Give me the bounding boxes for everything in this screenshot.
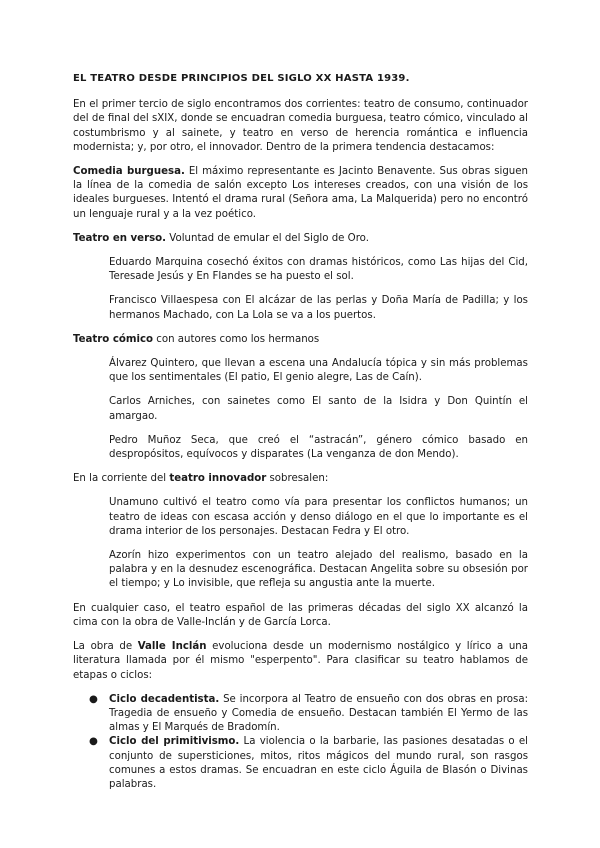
ciclo-text: La violencia o la barbarie, las pasiones desatadas o el conjunto de supersticiones, mitos, ritos mágicos del mundo rural, son rasgos comunes a estos dramas. Se encuadran en este ciclo Águila de Blasón o Divinas palabras. [109, 736, 528, 790]
verso-paragraph [73, 232, 528, 246]
bullet-icon: ● [89, 736, 98, 748]
comico-heading: Teatro cómico [73, 333, 154, 345]
bullet-icon: ● [89, 693, 98, 705]
verso-heading: Teatro en verso. [73, 232, 167, 244]
valle-pre: La obra de [73, 641, 138, 653]
ciclo-text: Se incorpora al Teatro de ensueño con dos obras en prosa: Tragedia de ensueño y Comedia de ensueño. Destacan también El Yermo de las almas y El Marqués de Bradomín. [109, 693, 529, 734]
verso-item: Francisco Villaespesa con El alcázar de las perlas y Doña María de Padilla; y los hermanos Machado, con La Lola se va a los puertos. [109, 295, 528, 321]
innovador-paragraph [73, 472, 528, 486]
document-page [73, 72, 528, 792]
list-item [73, 693, 528, 736]
intro-paragraph: En el primer tercio de siglo encontramos dos corrientes: teatro de consumo, continuador del de final del sXIX, donde se encuadran comedia burguesa, teatro cómico, vinculado al costumbrismo y al sainete, y teatro en verso de herencia romántica e influencia modernista; y, por otro, el innovador. Dentro de la primera tendencia destacamos: [73, 99, 528, 153]
innovador-item: Azorín hizo experimentos con un teatro alejado del realismo, basado en la palabra y en la desnudez escenográfica. Destacan Angelita sobre su obsesión por el tiempo; y Lo invisible, que refleja su angustia ante la muerte. [109, 550, 528, 590]
innovador-pre: En la corriente del [73, 473, 170, 485]
valle-paragraph [73, 640, 528, 683]
valle-heading: Valle Inclán [137, 641, 207, 653]
comico-item: Carlos Arniches, con sainetes como El santo de la Isidra y Don Quintín el amargao. [109, 396, 528, 422]
ciclos-list [73, 693, 528, 792]
comico-paragraph [73, 333, 528, 347]
verso-text: Voluntad de emular el del Siglo de Oro. [166, 232, 369, 244]
comico-item: Álvarez Quintero, que llevan a escena una Andalucía tópica y sin más problemas que los sentimentales (El patio, El genio alegre, Las de Caín). [109, 358, 528, 384]
list-item [73, 735, 528, 792]
comedia-paragraph [73, 165, 528, 222]
innovador-post: sobresalen: [266, 473, 329, 485]
comedia-heading: Comedia burguesa. [73, 166, 185, 178]
verso-list [109, 256, 528, 323]
document-title: EL TEATRO DESDE PRINCIPIOS DEL SIGLO XX HASTA 1939. [73, 73, 410, 84]
innovador-heading: teatro innovador [169, 473, 267, 485]
ciclo-heading: Ciclo decadentista. [109, 693, 220, 705]
innovador-item: Unamuno cultivó el teatro como vía para presentar los conflictos humanos; un teatro de ideas con escasa acción y denso diálogo en el que lo importante es el drama interior de los personajes. Destacan Fedra y El otro. [109, 497, 528, 537]
comico-list [109, 357, 528, 462]
ciclo-heading: Ciclo del primitivismo. [109, 736, 240, 748]
comico-item: Pedro Muñoz Seca, que creó el “astracán”, género cómico basado en despropósitos, equívocos y disparates (La venganza de don Mendo). [109, 434, 528, 461]
verso-item: Eduardo Marquina cosechó éxitos con dramas históricos, como Las hijas del Cid, Teresade Jesús y En Flandes se ha puesto el sol. [109, 257, 528, 283]
valle-post: evoluciona desde un modernismo nostálgico y lírico a una literatura llamada por él mismo "esperpento". Para clasificar su teatro hablamos de etapas o ciclos: [73, 641, 529, 681]
comico-text: con autores como los hermanos [153, 333, 320, 345]
innovador-list [109, 496, 528, 591]
cima-paragraph: En cualquier caso, el teatro español de las primeras décadas del siglo XX alcanzó la cima con la obra de Valle-Inclán y de García Lorca. [73, 602, 528, 628]
comedia-text: El máximo representante es Jacinto Benavente. Sus obras siguen la línea de la comedia de salón excepto Los intereses creados, con una visión de los ideales burgueses. Intentó el drama rural (Señora ama, La Malquerida) pero no encontró un lenguaje rural y a la vez poético. [73, 166, 528, 220]
